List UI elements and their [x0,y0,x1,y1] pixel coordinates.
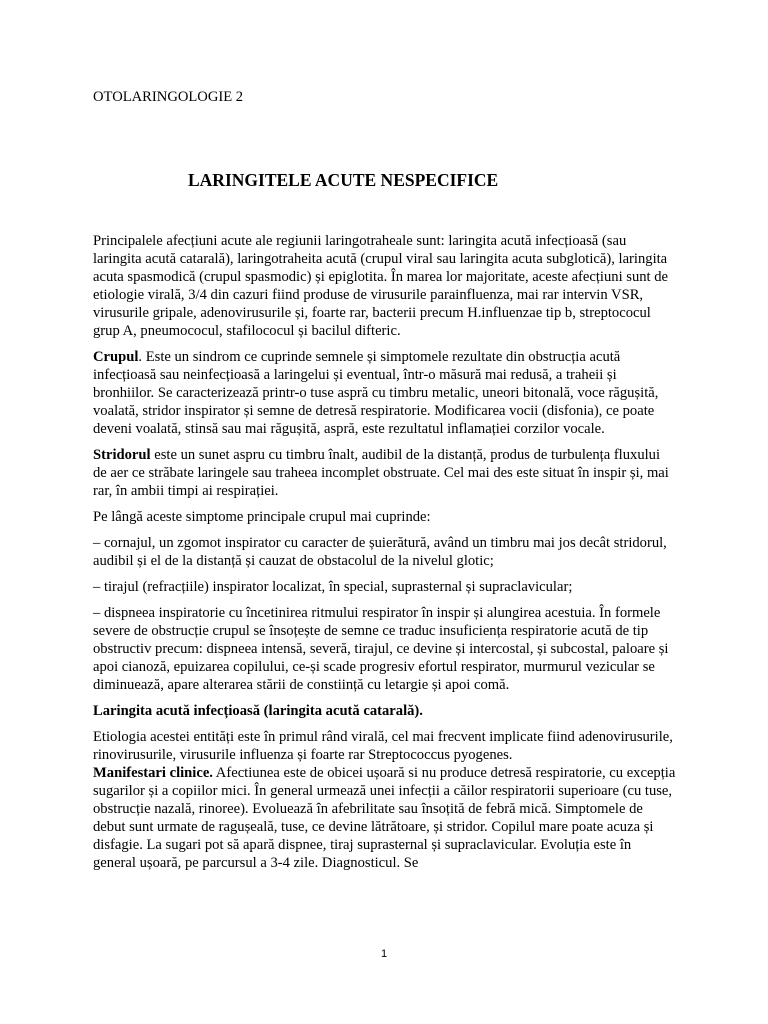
term-manifestari: Manifestari clinice. [93,765,213,781]
paragraph-manifestari [93,764,677,872]
list-item-cornajul: – cornajul, un zgomot inspirator cu caracter de șuierătură, având un timbru mai jos decât stridorul, audibil și el de la distanță și cauzat de obstacolul de la nivelul glotic; [93,535,667,569]
paragraph-manifestari-text: Afectiunea este de obicei ușoară si nu produce detresă respiratorie, cu excepția sugarilor și a copiilor mici. În general urmează unei infecții a căilor respiratorii superioare (cu tuse, obstrucție nazală, rinoree). Evoluează în afebrilitate sau însoțită de febră mică. Simptomele de debut sunt urmate de ragușeală, tuse, ce devine lătrătoare, și stridor. Copilul mare poate acuza și disfagie. La sugari pot să apară dispnee, tiraj suprasternal și supraclavicular. Evoluția este în general ușoară, pe parcursul a 3-4 zile. Diagnosticul. Se [93,765,676,871]
paragraph-simptome: Pe lângă aceste simptome principale crupul mai cuprinde: [93,509,431,525]
term-stridorul: Stridorul [93,447,151,463]
paragraph-crupul [93,348,677,438]
document-header: OTOLARINGOLOGIE 2 [93,89,244,105]
page-title: LARINGITELE ACUTE NESPECIFICE [188,170,499,190]
paragraph-crupul-text: . Este un sindrom ce cuprinde semnele și simptomele rezultate din obstrucția acută infecțioasă sau neinfecțioasă a laringelui și eventual, într-o măsură mai redusă, a traheii și bronhiilor. Se caracterizează printr-o tuse aspră cu timbru metalic, uneori bitonală, voce răgușită, voalată, stridor inspirator și semne de detresă respiratorie. Modificarea vocii (disfonia), ce poate deveni voalată, stinsă sau mai răgușită, aspră, este rezultatul inflamației corzilor vocale. [93,349,659,437]
paragraph-stridorul-text: este un sunet aspru cu timbru înalt, audibil de la distanță, produs de turbulența fluxului de aer ce străbate laringele sau traheea incomplet obstruate. Cel mai des este situat în inspir și, mai rar, în ambii timpi ai respirației. [93,447,669,499]
list-item-dispneea: – dispneea inspiratorie cu încetinirea ritmului respirator în inspir și alungirea acestuia. În formele severe de obstrucție crupul se însoțește de semne ce traduc insuficiența respiratorie acută de tip obstructiv precum: dispneea intensă, severă, tirajul, ce devine și intercostal, și subcostal, paloare și apoi cianoză, epuizarea copilului, ce-și scade progresiv efortul respirator, murmurul vezicular se diminuează, apare alterarea stării de constiință cu letargie și apoi comă. [93,605,669,693]
section-heading-laringita: Laringita acută infecțioasă (laringita acută catarală). [93,703,423,719]
list-item-tirajul: – tirajul (refracțiile) inspirator localizat, în special, suprasternal și supraclavicular; [93,579,573,595]
paragraph-intro: Principalele afecțiuni acute ale regiunii laringotraheale sunt: laringita acută infecțioasă (sau laringita acută catarală), laringotraheita acută (crupul viral sau laringita acuta subglotică), laringita acuta spasmodică (crupul spasmodic) și epiglotita. În marea lor majoritate, aceste afecțiuni sunt de etiologie virală, 3/4 din cazuri fiind produse de virusurile parainfluenza, mai rar intervin VSR, virusurile gripale, adenovirusurile și, foarte rar, bacterii precum H.influenzae tip b, streptococul grup A, pneumococul, stafilococul și bacilul difteric. [93,233,669,339]
term-crupul: Crupul [93,349,139,365]
document-body [93,232,677,880]
paragraph-stridorul [93,446,677,500]
paragraph-etiologia: Etiologia acestei entități este în primul rând virală, cel mai frecvent implicate fiind adenovirusurile, rinovirusurile, virusurile influenza și foarte rar Streptococcus pyogenes. [93,729,673,763]
page-number: 1 [380,948,388,960]
